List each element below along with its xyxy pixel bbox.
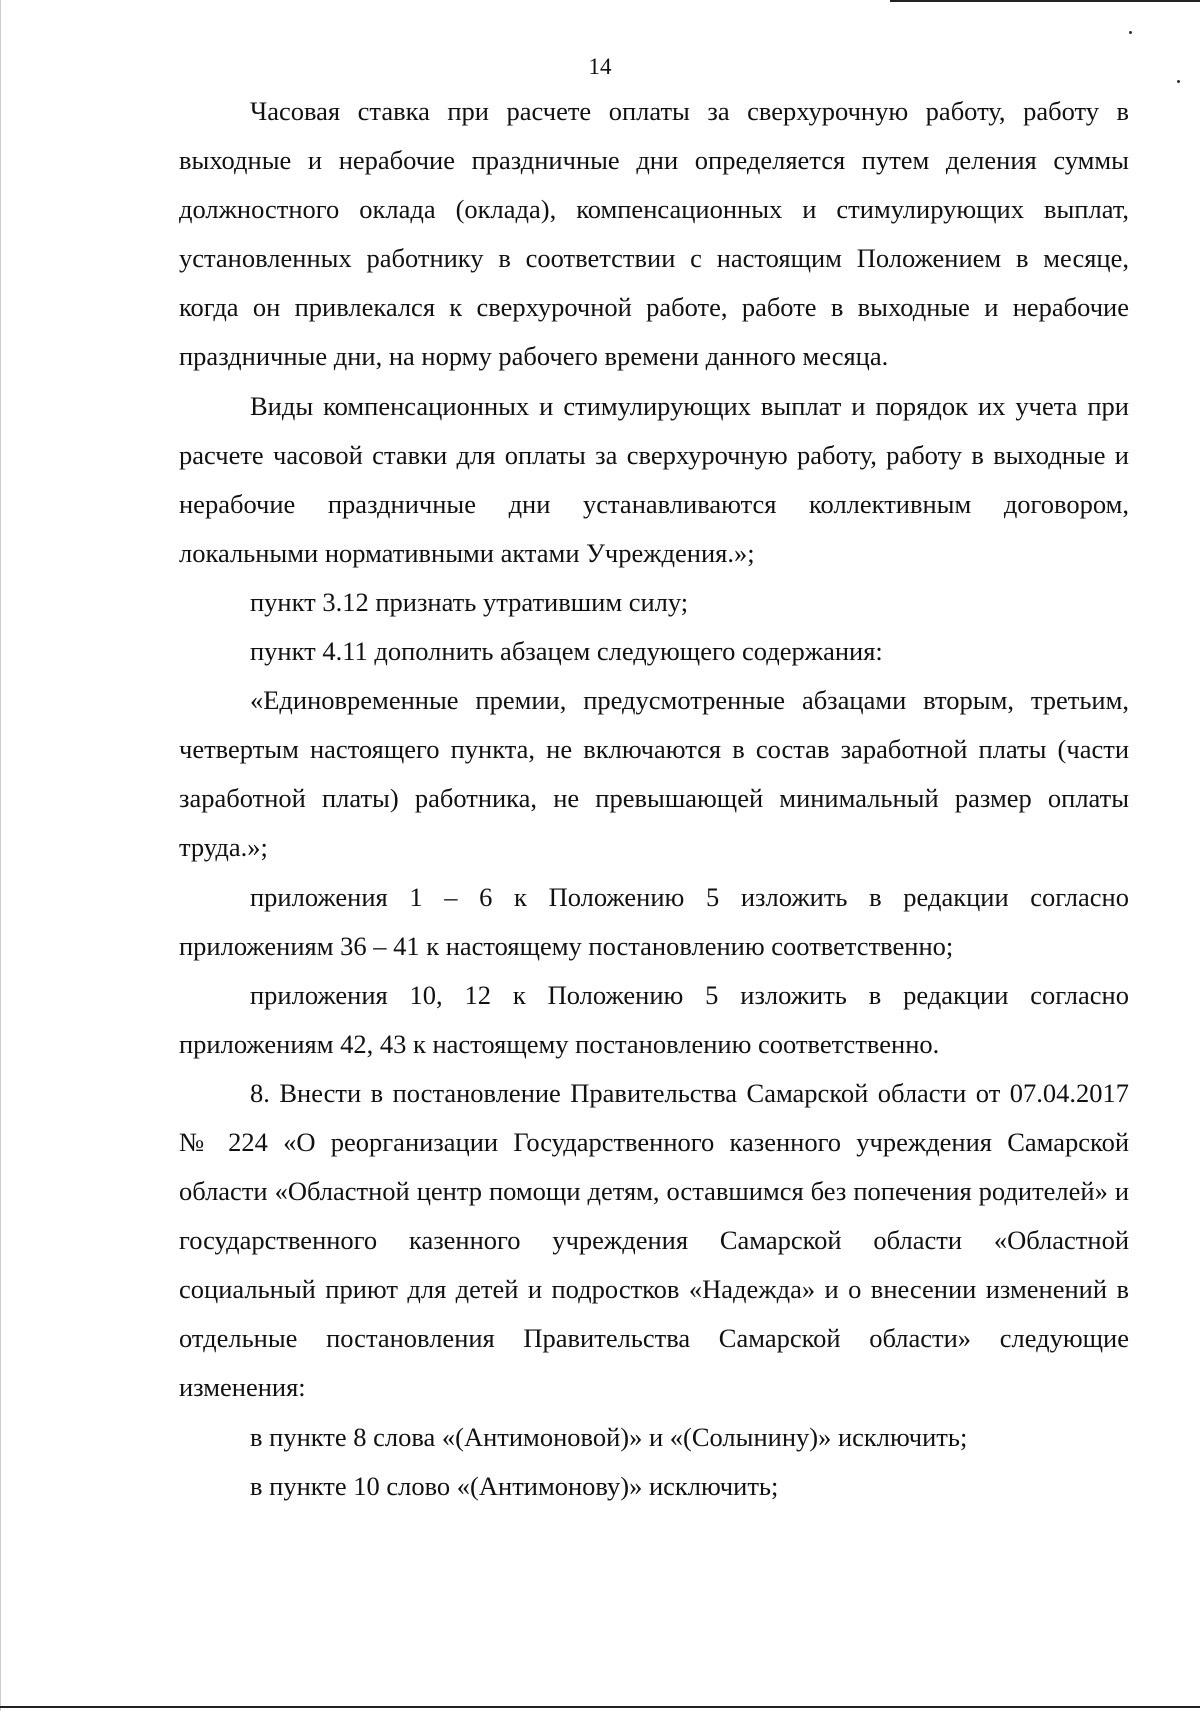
scan-border-bottom bbox=[0, 1706, 1200, 1708]
document-body bbox=[179, 87, 1129, 1511]
page-number: 14 bbox=[588, 54, 612, 79]
paragraph-item-10-word: в пункте 10 слово «(Антимонову)» исключить; bbox=[250, 1470, 779, 1501]
paragraph-payment-types: Виды компенсационных и стимулирующих выплат и порядок их учета при расчете часовой ставки для оплаты за сверхурочную работу, работу в выходные и нерабочие праздничные дни устанавливаются коллективным договором, локальными нормативными актами Учреждения.»; bbox=[179, 390, 1129, 568]
paragraph-section-8: 8. Внести в постановление Правительства Самарской области от 07.04.2017 № 224 «О реорганизации Государственного казенного учреждения Самарской области «Областной центр помощи детям, оставшимся без попечения родителей» и государственного казенного учреждения Самарской области «Областной социальный приют для детей и подростков «Надежда» и о внесении изменений в отдельные постановления Правительства Самарской области» следующие изменения: bbox=[179, 1077, 1129, 1403]
paragraph-appendices-1-6: приложения 1 – 6 к Положению 5 изложить в редакции согласно приложениям 36 – 41 к настоящему постановлению соответственно; bbox=[179, 881, 1129, 961]
paragraph-one-time-bonuses: «Единовременные премии, предусмотренные абзацами вторым, третьим, четвертым настоящего пункта, не включаются в состав заработной платы (части заработной платы) работника, не превышающей минимальный размер оплаты труда.»; bbox=[179, 685, 1129, 863]
paragraph-hourly-rate: Часовая ставка при расчете оплаты за сверхурочную работу, работу в выходные и нерабочие праздничные дни определяется путем деления суммы должностного оклада (оклада), компенсационных и стимулирующих выплат, установленных работнику в соответствии с настоящим Положением в месяце, когда он привлекался к сверхурочной работе, работе в выходные и нерабочие праздничные дни, на норму рабочего времени данного месяца. bbox=[179, 96, 1129, 372]
paragraph-item-3-12: пункт 3.12 признать утратившим силу; bbox=[250, 586, 689, 617]
paragraph-item-8-words: в пункте 8 слова «(Антимоновой)» и «(Солынину)» исключить; bbox=[250, 1421, 968, 1452]
paragraph-appendices-10-12: приложения 10, 12 к Положению 5 изложить в редакции согласно приложениям 42, 43 к настоящему постановлению соответственно. bbox=[179, 979, 1129, 1059]
scan-border-top bbox=[890, 0, 1200, 2]
scan-border-left bbox=[0, 0, 1, 1711]
paragraph-item-4-11: пункт 4.11 дополнить абзацем следующего содержания: bbox=[250, 636, 883, 667]
scan-speck bbox=[1129, 31, 1132, 34]
